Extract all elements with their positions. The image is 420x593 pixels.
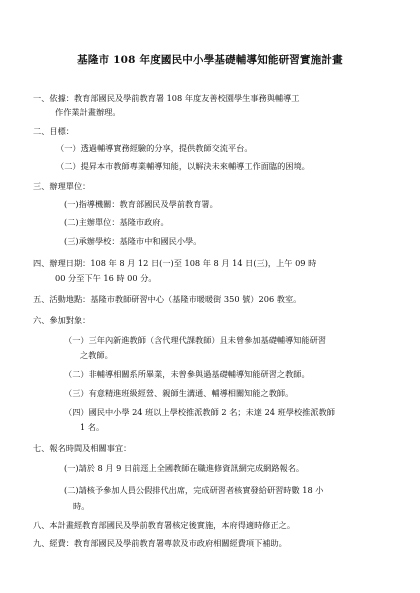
- section-8-line: 八、本計畫經教育部國民及學前教育署核定後實施，本府得適時修正之。: [33, 520, 296, 530]
- document-title: 基隆市 108 年度國民中小學基礎輔導知能研習實施計畫: [77, 54, 343, 66]
- section-6-item-1-line-2: 之教師。: [80, 350, 113, 360]
- section-6-item-3: （三）有意精進班級經營、親師生溝通、輔導相關知能之教師。: [64, 388, 294, 398]
- section-3-item-1: (一)指導機關：教育部國民及學前教育署。: [64, 199, 218, 209]
- section-5-line: 五、活動地點：基隆市教師研習中心（基隆市暖暖街 350 號）206 教室。: [33, 294, 302, 304]
- section-7-item-1: (一)請於 8 月 9 日前逕上全國教師在職進修資訊網完成網路報名。: [64, 463, 305, 473]
- section-2-item-2: （二）提昇本市教師專業輔導知能，以解決未來輔導工作面臨的困境。: [56, 161, 310, 171]
- section-9-line: 九、經費：教育部國民及學前教育署專款及市政府相關經費項下補助。: [33, 538, 287, 548]
- section-6-item-4-line-2: 1 名。: [80, 422, 105, 432]
- section-7-item-2-line-1: (二)請核予參加人員公假排代出席，完成研習者核實發給研習時數 18 小: [64, 485, 324, 495]
- section-4-line-2: 00 分至下午 16 時 00 分。: [55, 273, 157, 283]
- section-6-heading: 六、參加對象：: [33, 315, 91, 325]
- section-3-heading: 三、辦理單位：: [33, 181, 91, 191]
- section-2-heading: 二、目標：: [33, 126, 74, 136]
- section-6-item-1-line-1: （一）三年內新進教師（含代理代課教師）且未曾參加基礎輔導知能研習: [64, 335, 327, 345]
- section-1-line-1: 一、依據：教育部國民及學前教育署 108 年度友善校園學生事務與輔導工: [33, 93, 300, 103]
- section-7-heading: 七、報名時間及相關事宜：: [33, 443, 132, 453]
- section-2-item-1: （一）透過輔導實務經驗的分享，提供教師交流平台。: [56, 143, 253, 153]
- section-1-line-2: 作作業計畫辦理。: [55, 107, 121, 117]
- section-6-item-4-line-1: （四）國民中小學 24 班以上學校推派教師 2 名；未達 24 班學校推派教師: [64, 407, 335, 417]
- section-6-item-2: （二）非輔導相關系所畢業，未曾參與過基礎輔導知能研習之教師。: [64, 369, 310, 379]
- section-7-item-2-line-2: 時。: [73, 501, 90, 511]
- section-3-item-3: (三)承辦學校：基隆市中和國民小學。: [64, 236, 202, 246]
- section-3-item-2: (二)主辦單位：基隆市政府。: [64, 217, 169, 227]
- section-4-line-1: 四、辦理日期：108 年 8 月 12 日(一)至 108 年 8 月 14 日(三)，上午 09 時: [33, 258, 317, 268]
